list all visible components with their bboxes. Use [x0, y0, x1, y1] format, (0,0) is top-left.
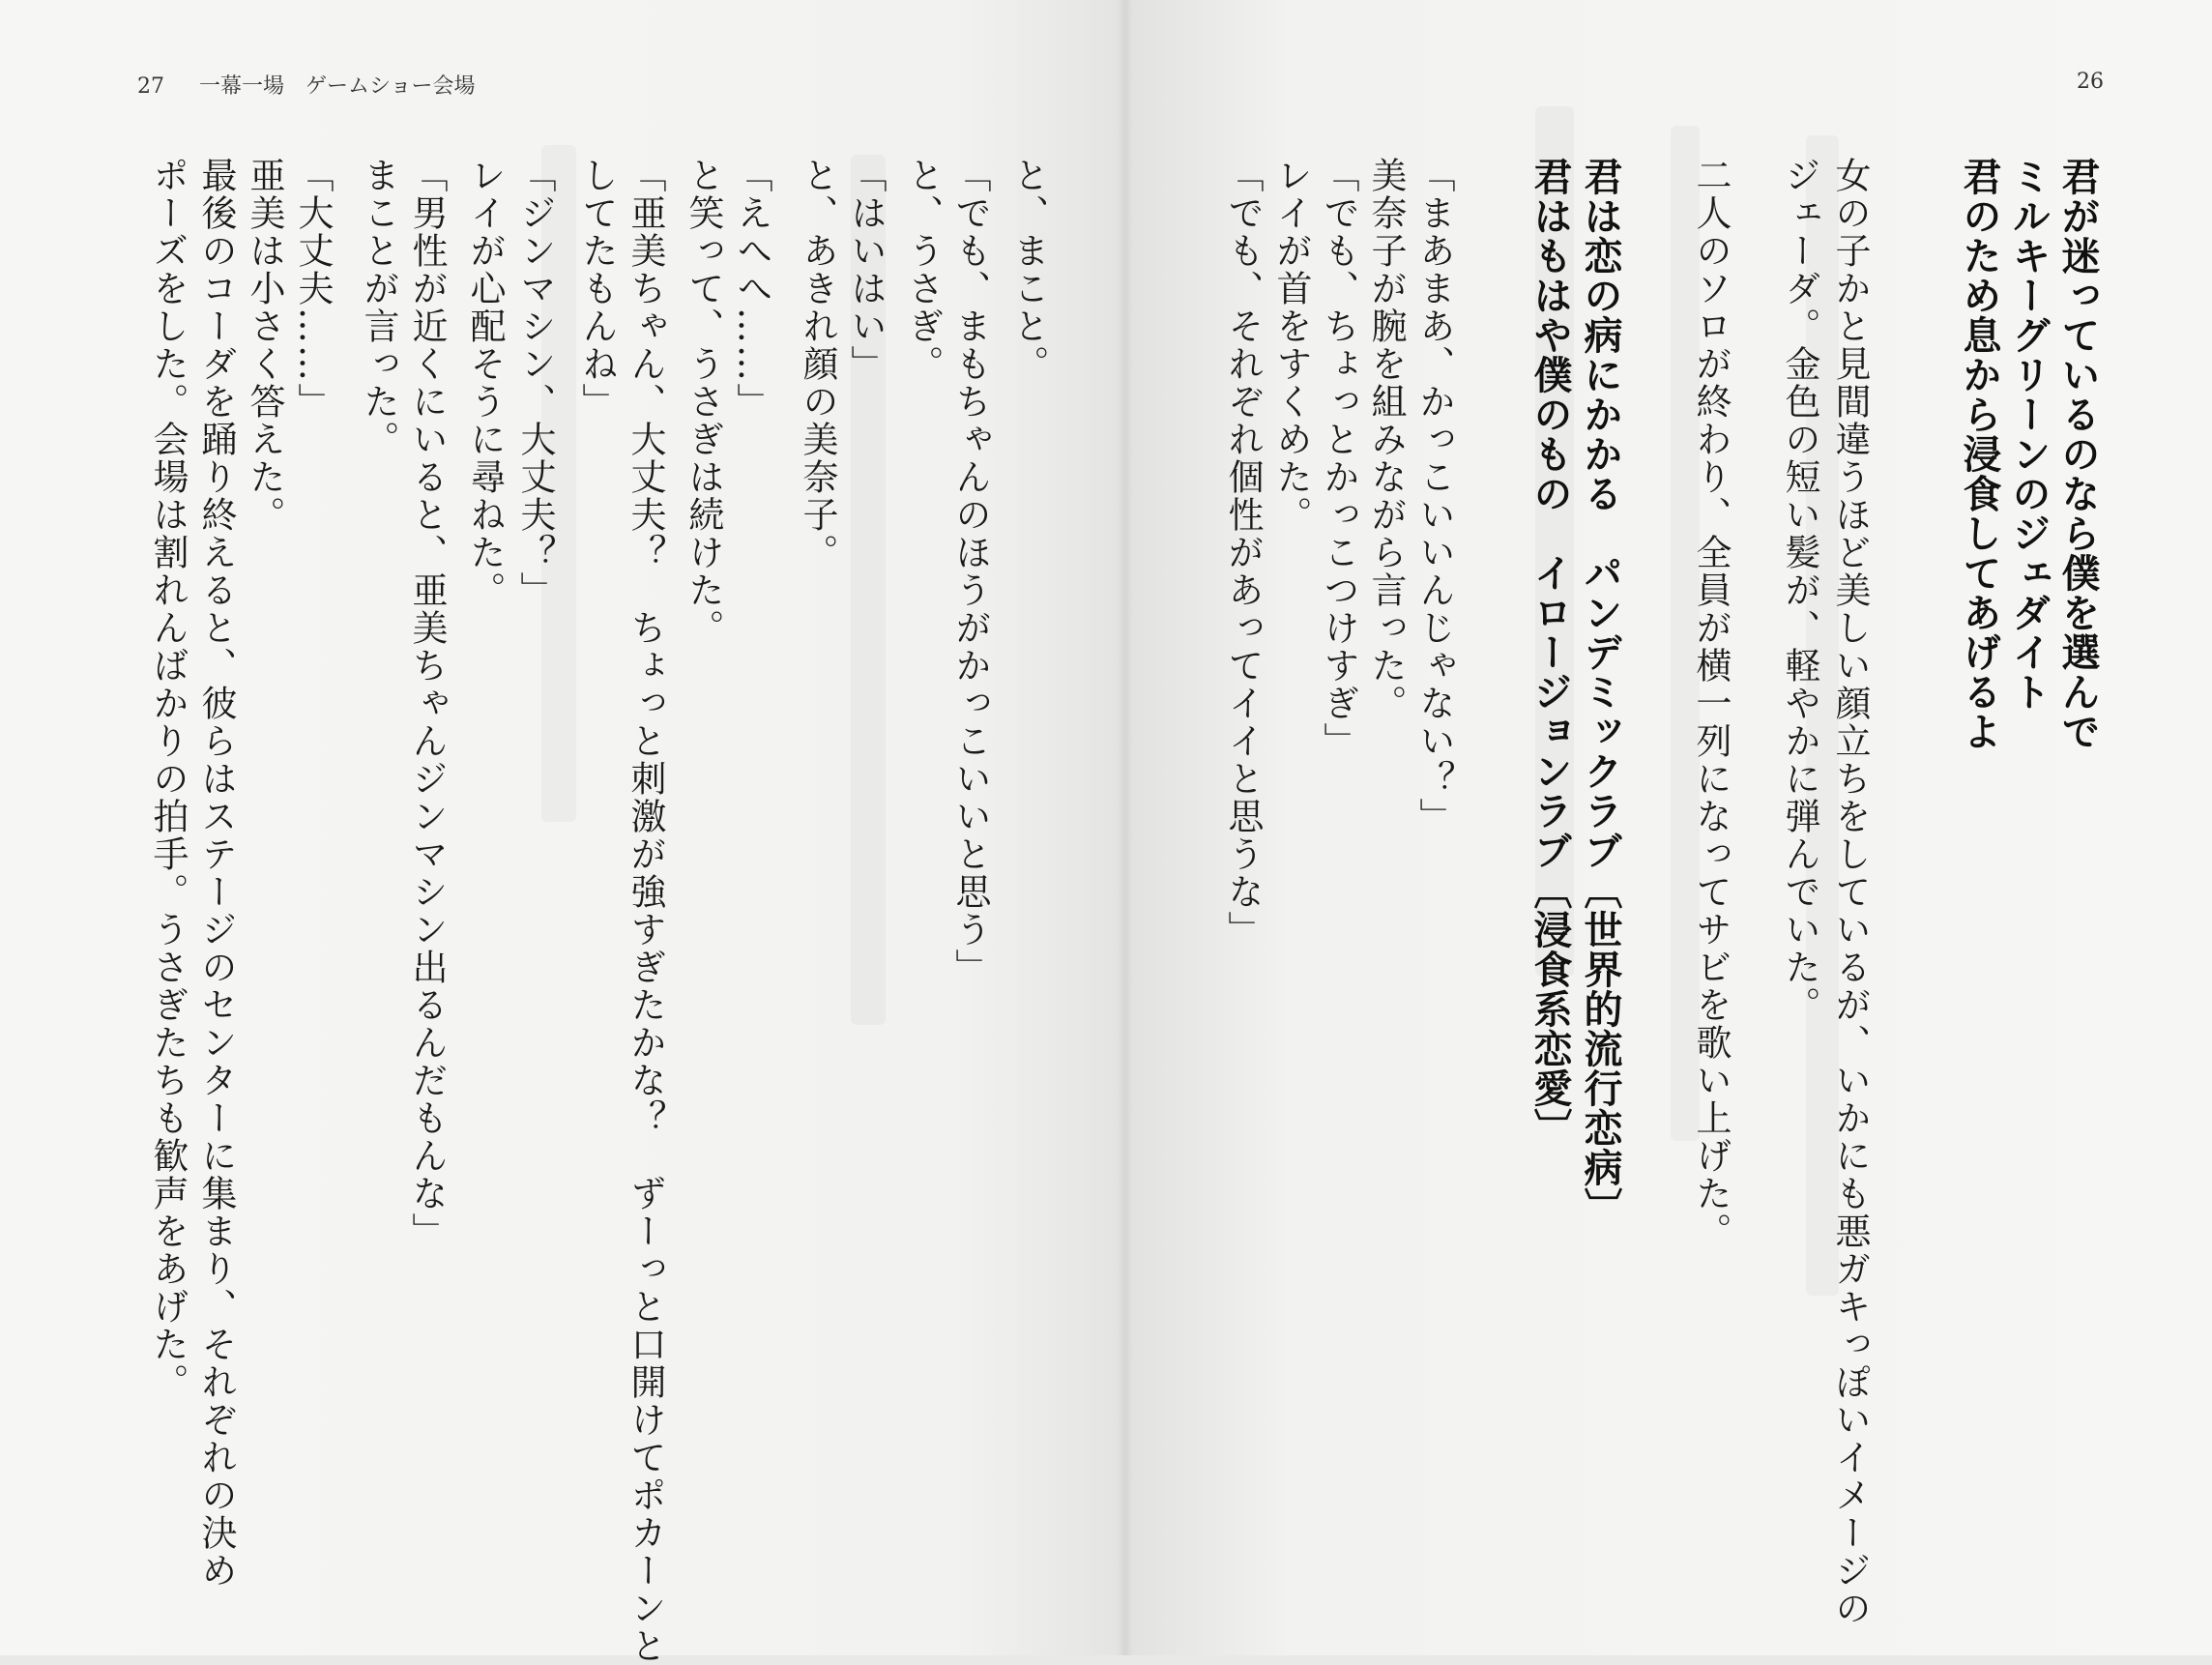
running-title: 一幕一場 ゲームショー会場 — [199, 74, 476, 99]
text-column: 君のため息から浸食してあげるよ — [1957, 157, 2001, 751]
text-column: 「でも、ちょっとかっこつけすぎ」 — [1318, 157, 1359, 760]
text-column: 「はいはい」 — [845, 157, 887, 383]
text-column: 「亜美ちゃん、大丈夫？ ちょっと刺激が強すぎたかな？ ずーっと口開けてポカーンと — [625, 157, 666, 1665]
text-column: 「男性が近くにいると、亜美ちゃんジンマシン出るんだもんな」 — [406, 157, 448, 1250]
text-column: 君はもはや僕のもの イロージョンラブ〔浸食系恋愛〕 — [1528, 157, 1572, 1148]
text-column — [1483, 157, 1528, 1549]
text-column: まことが言った。 — [358, 157, 399, 458]
text-column: と、まこと。 — [1007, 157, 1049, 383]
text-column: レイが首をすくめた。 — [1270, 157, 1312, 534]
text-column: 亜美は小さく答えた。 — [244, 157, 285, 534]
text-column: 「でも、それぞれ個性があってイイと思うな」 — [1222, 157, 1264, 949]
text-column — [1731, 157, 1775, 1549]
text-column: レイが心配そうに尋ねた。 — [464, 157, 506, 609]
text-column: 「でも、まもちゃんのほうがかっこいいと思う」 — [949, 157, 991, 986]
text-column: 君は恋の病にかかる パンデミックラブ〔世界的流行恋病〕 — [1578, 157, 1622, 1227]
text-column: 二人のソロが終わり、全員が横一列になってサビを歌い上げた。 — [1690, 157, 1732, 1250]
text-column: 「大丈夫……」 — [292, 157, 334, 421]
left-page-header — [137, 70, 476, 100]
text-column: ポーズをした。会場は割れんばかりの拍手。うさぎたちも歓声をあげた。 — [147, 157, 189, 1401]
text-column: 君が迷っているのなら僕を選んで — [2055, 157, 2100, 751]
text-column: と、あきれ顔の美奈子。 — [797, 157, 838, 571]
text-column: 「えへへ……」 — [731, 157, 772, 421]
text-column — [1644, 157, 1688, 1549]
text-column: 女の子かと見間違うほど美しい顔立ちをしているが、いかにも悪ガキっぽいイメージの — [1829, 157, 1871, 1627]
text-column: と笑って、うさぎは続けた。 — [683, 157, 724, 647]
text-column: 「まあまあ、かっこいいんじゃない？」 — [1413, 157, 1455, 835]
page-number-26: 26 — [2077, 70, 2104, 94]
text-column: 美奈子が腕を組みながら言った。 — [1365, 157, 1407, 722]
text-column: 最後のコーダを踊り終えると、彼らはステージのセンターに集まり、それぞれの決め — [195, 157, 237, 1590]
page-number-27: 27 — [137, 74, 164, 99]
text-column — [1909, 157, 1954, 1549]
text-column: ミルキーグリーンのジェダイト — [2006, 157, 2051, 712]
book-gutter — [1118, 0, 1133, 1655]
text-column: 「ジンマシン、大丈夫？」 — [514, 157, 556, 609]
text-column: と、うさぎ。 — [902, 157, 944, 383]
text-column: してたもんね」 — [576, 157, 618, 421]
text-column: ジェーダ。金色の短い髪が、軽やかに弾んでいた。 — [1779, 157, 1820, 1024]
